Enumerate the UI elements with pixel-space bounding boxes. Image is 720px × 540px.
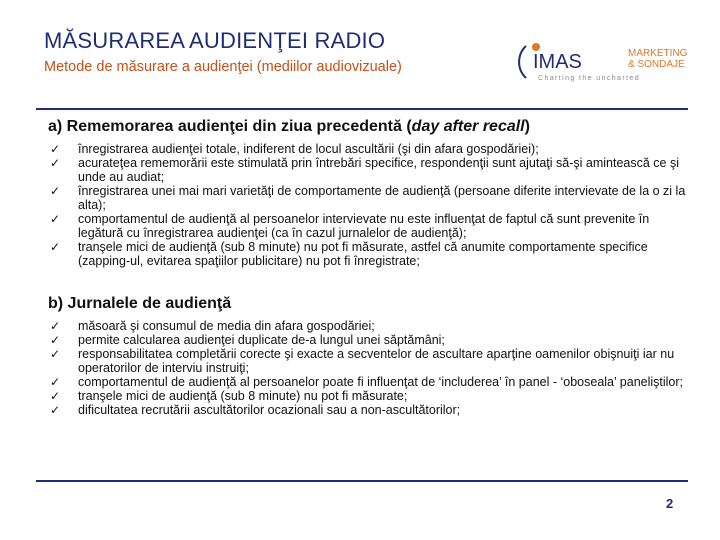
imas-logo: [520, 38, 688, 86]
section-a-heading: a) Rememorarea audienţei din ziua precedentă (day after recall): [48, 118, 530, 135]
list-item: [48, 184, 688, 212]
list-item: [48, 212, 688, 240]
logo-line1: MARKETING: [628, 48, 688, 59]
list-item: [48, 403, 688, 417]
list-item: [48, 333, 688, 347]
page-number: 2: [666, 496, 674, 511]
list-item: [48, 319, 688, 333]
check-icon: ✓: [50, 403, 61, 417]
list-item: [48, 142, 688, 156]
list-item-text: comportamentul de audienţă al persoanelor intervievate nu este influenţat de faptul că sunt prevenite în legătură cu înregistrarea audienţei (ca în cazul jurnalelor de audienţă);: [78, 212, 650, 240]
list-item: [48, 156, 688, 184]
logo-brand: IMAS: [533, 51, 582, 73]
check-icon: ✓: [50, 212, 61, 226]
page-subtitle: Metode de măsurare a audienţei (mediilor audiovizuale): [44, 59, 402, 75]
check-icon: ✓: [50, 347, 61, 361]
list-item: [48, 389, 688, 403]
list-item-text: înregistrarea audienţei totale, indiferent de locul ascultării (şi din afara gospodăriei);: [78, 142, 539, 156]
list-item-text: înregistrarea unei mai mari varietăţi de comportamente de audienţă (persoane diferite intervievate de la o zi la alta);: [78, 184, 686, 212]
check-icon: ✓: [50, 319, 61, 333]
list-item: [48, 347, 688, 375]
list-item-text: tranşele mici de audienţă (sub 8 minute) nu pot fi măsurate;: [78, 389, 408, 403]
section-b-heading: b) Jurnalele de audienţă: [48, 295, 232, 312]
list-item-text: dificultatea recrutării ascultătorilor ocazionali sau a non-ascultătorilor;: [78, 403, 461, 417]
list-item-text: acurateţea rememorării este stimulată prin întrebări specifice, respondenţii sunt ajutaţi să-şi amintească ce şi unde au audiat;: [78, 156, 679, 184]
list-item-text: măsoară şi consumul de media din afara gospodăriei;: [78, 319, 375, 333]
logo-line2: & SONDAJE: [628, 59, 685, 70]
check-icon: ✓: [50, 240, 61, 254]
section-b-list: [48, 319, 688, 417]
list-item-text: permite calcularea audienţei duplicate de-a lungul unei săptămâni;: [78, 333, 445, 347]
check-icon: ✓: [50, 156, 61, 170]
logo-tagline: Charting the uncharted: [538, 75, 641, 82]
list-item-text: tranşele mici de audienţă (sub 8 minute) nu pot fi măsurate, astfel că anumite comportamente specifice (zapping-ul, evitarea spaţiilor publicitare) nu pot fi înregistrate;: [78, 240, 648, 268]
check-icon: ✓: [50, 375, 61, 389]
check-icon: ✓: [50, 184, 61, 198]
footer-divider: [36, 480, 688, 482]
list-item: [48, 375, 688, 389]
page-title: MĂSURAREA AUDIENŢEI RADIO: [44, 28, 386, 53]
section-a-list: [48, 142, 688, 268]
list-item-text: responsabilitatea completării corecte şi exacte a secventelor de ascultare aparţine oamenilor obişnuiţi iar nu operatorilor de interviu instruiţi;: [78, 347, 675, 375]
check-icon: ✓: [50, 142, 61, 156]
list-item-text: comportamentul de audienţă al persoanelor poate fi influenţat de ‘includerea’ în panel - ‘oboseala’ paneliştilor;: [78, 375, 684, 389]
check-icon: ✓: [50, 389, 61, 403]
list-item: [48, 240, 688, 268]
header-divider: [36, 108, 688, 110]
check-icon: ✓: [50, 333, 61, 347]
